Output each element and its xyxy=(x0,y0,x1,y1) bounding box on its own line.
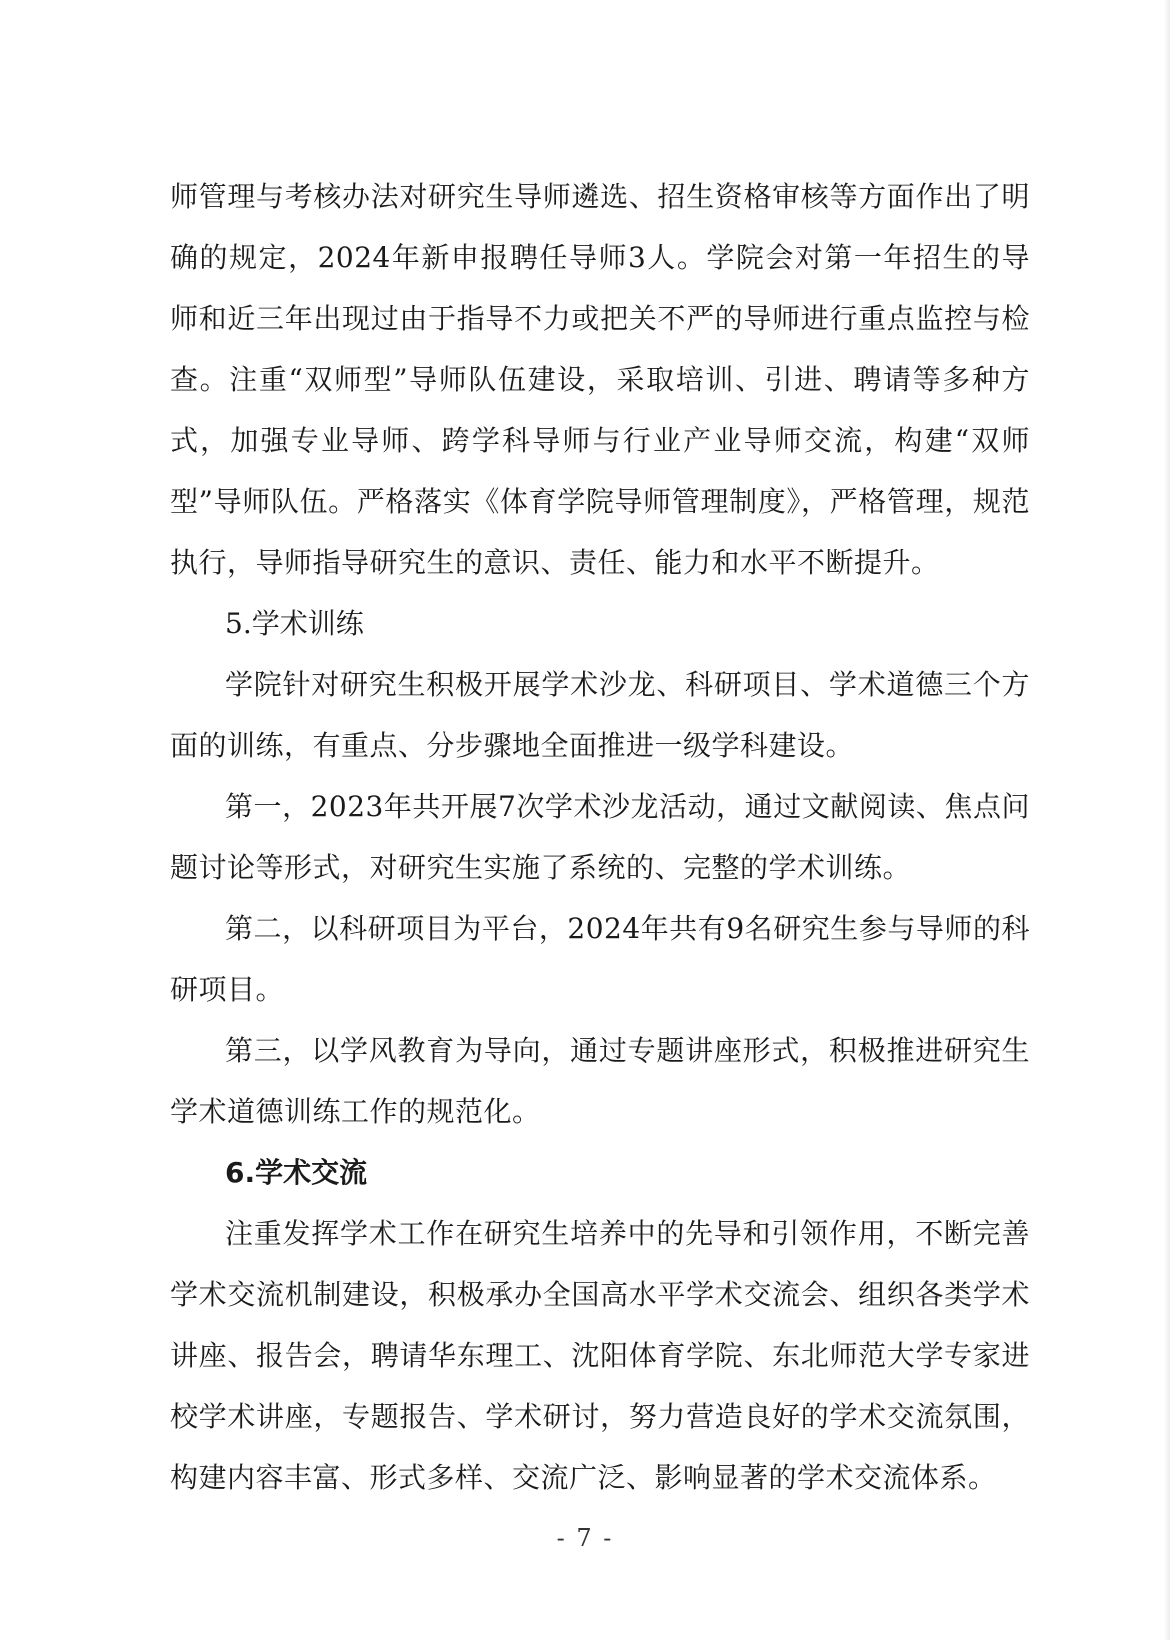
paragraph-supervisor-management: 师管理与考核办法对研究生导师遴选、招生资格审核等方面作出了明确的规定，2024年新申报聘任导师3人。学院会对第一年招生的导师和近三年出现过由于指导不力或把关不严的导师进行重点监控与检查。注重“双师型”导师队伍建设，采取培训、引进、聘请等多种方式，加强专业导师、跨学科导师与行业产业导师交流，构建“双师型”导师队伍。严格落实《体育学院导师管理制度》，严格管理，规范执行，导师指导研究生的意识、责任、能力和水平不断提升。 xyxy=(170,180,1030,579)
paragraph-training-first: 第一，2023年共开展7次学术沙龙活动，通过文献阅读、焦点问题讨论等形式，对研究生实施了系统的、完整的学术训练。 xyxy=(170,790,1030,884)
paragraph-training-third: 第三，以学风教育为导向，通过专题讲座形式，积极推进研究生学术道德训练工作的规范化。 xyxy=(170,1034,1030,1128)
heading-academic-training: 5.学术训练 xyxy=(225,607,364,640)
page-edge xyxy=(1164,0,1170,1640)
heading-academic-exchange: 6.学术交流 xyxy=(225,1156,368,1189)
page-number: - 7 - xyxy=(556,1524,614,1552)
paragraph-training-second: 第二，以科研项目为平台，2024年共有9名研究生参与导师的科研项目。 xyxy=(170,912,1030,1006)
paragraph-academic-exchange: 注重发挥学术工作在研究生培养中的先导和引领作用，不断完善学术交流机制建设，积极承办全国高水平学术交流会、组织各类学术讲座、报告会，聘请华东理工、沈阳体育学院、东北师范大学专家进校学术讲座，专题报告、学术研讨，努力营造良好的学术交流氛围，构建内容丰富、形式多样、交流广泛、影响显著的学术交流体系。 xyxy=(170,1217,1030,1494)
document-body xyxy=(170,166,1030,1508)
paragraph-training-overview: 学院针对研究生积极开展学术沙龙、科研项目、学术道德三个方面的训练，有重点、分步骤地全面推进一级学科建设。 xyxy=(170,668,1030,762)
